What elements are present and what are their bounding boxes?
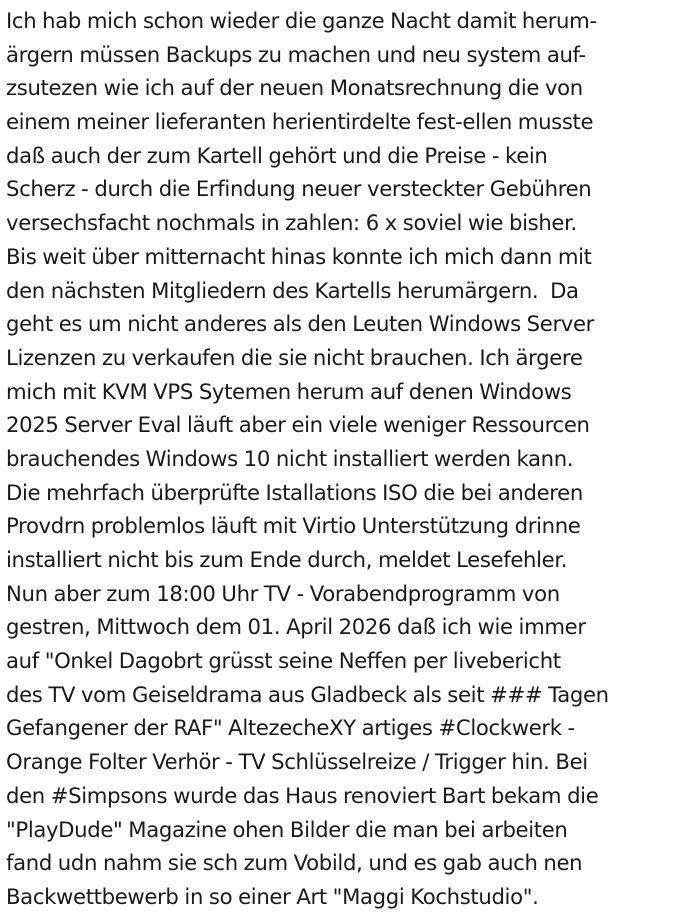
text-line-27: Backwettbewerb in so einer Art "Maggi Kochstudio". [6,883,539,909]
text-line-26: fand udn nahm sie sch zum Vobild, und es gab auch nen [6,850,583,876]
text-line-23: Orange Folter Verhör - TV Schlüsselreize / Trigger hin. Bei [6,749,588,775]
text-line-17: installiert nicht bis zum Ende durch, meldet Lesefehler. [6,547,568,572]
text-line-13: 2025 Server Eval läuft aber ein viele weniger Ressourcen [6,412,590,438]
body-text [6,4,682,914]
text-line-5: daß auch der zum Kartell gehört und die Preise - kein [6,142,548,168]
text-line-3: zsutezen wie ich auf der neuen Monatsrechnung die von [6,75,583,101]
text-line-7: versechsfacht nochmals in zahlen: 6 x soviel wie bisher. [6,210,577,236]
text-line-18: Nun aber zum 18:00 Uhr TV - Vorabendprogramm von [6,580,560,606]
text-line-2: ärgern müssen Backups zu machen und neu system auf- [6,41,586,67]
text-line-22: Gefangener der RAF" AltezecheXY artiges #Clockwerk - [6,715,575,741]
text-line-21: des TV vom Geiseldrama aus Gladbeck als seit ### Tagen [6,681,609,707]
text-line-10: geht es um nicht anderes als den Leuten Windows Server [6,311,595,337]
text-line-15: Die mehrfach überprüfte Istallations ISO die bei anderen [6,479,583,505]
text-line-12: mich mit KVM VPS Sytemen herum auf denen Windows [6,378,572,404]
text-line-14: brauchendes Windows 10 nicht installiert werden kann. [6,445,574,471]
text-line-6: Scherz - durch die Erfindung neuer versteckter Gebühren [6,176,592,202]
text-line-25: "PlayDude" Magazine ohen Bilder die man bei arbeiten [6,816,568,842]
text-line-19: gestren, Mittwoch dem 01. April 2026 daß ich wie immer [6,614,586,640]
text-line-16: Provdrn problemlos läuft mit Virtio Unterstützung drinne [6,513,581,539]
text-line-20: auf "Onkel Dagobrt grüsst seine Neffen per livebericht [6,648,561,674]
text-line-4: einem meiner lieferanten herientirdelte fest-ellen musste [6,109,594,135]
text-line-8: Bis weit über mitternacht hinas konnte ich mich dann mit [6,243,592,269]
text-line-1: Ich hab mich schon wieder die ganze Nacht damit herum- [6,8,597,33]
text-line-9: den nächsten Mitgliedern des Kartells herumärgern. Da [6,277,579,303]
text-line-24: den #Simpsons wurde das Haus renoviert Bart bekam die [6,782,599,808]
text-line-11: Lizenzen zu verkaufen die sie nicht brauchen. Ich ärgere [6,344,583,370]
